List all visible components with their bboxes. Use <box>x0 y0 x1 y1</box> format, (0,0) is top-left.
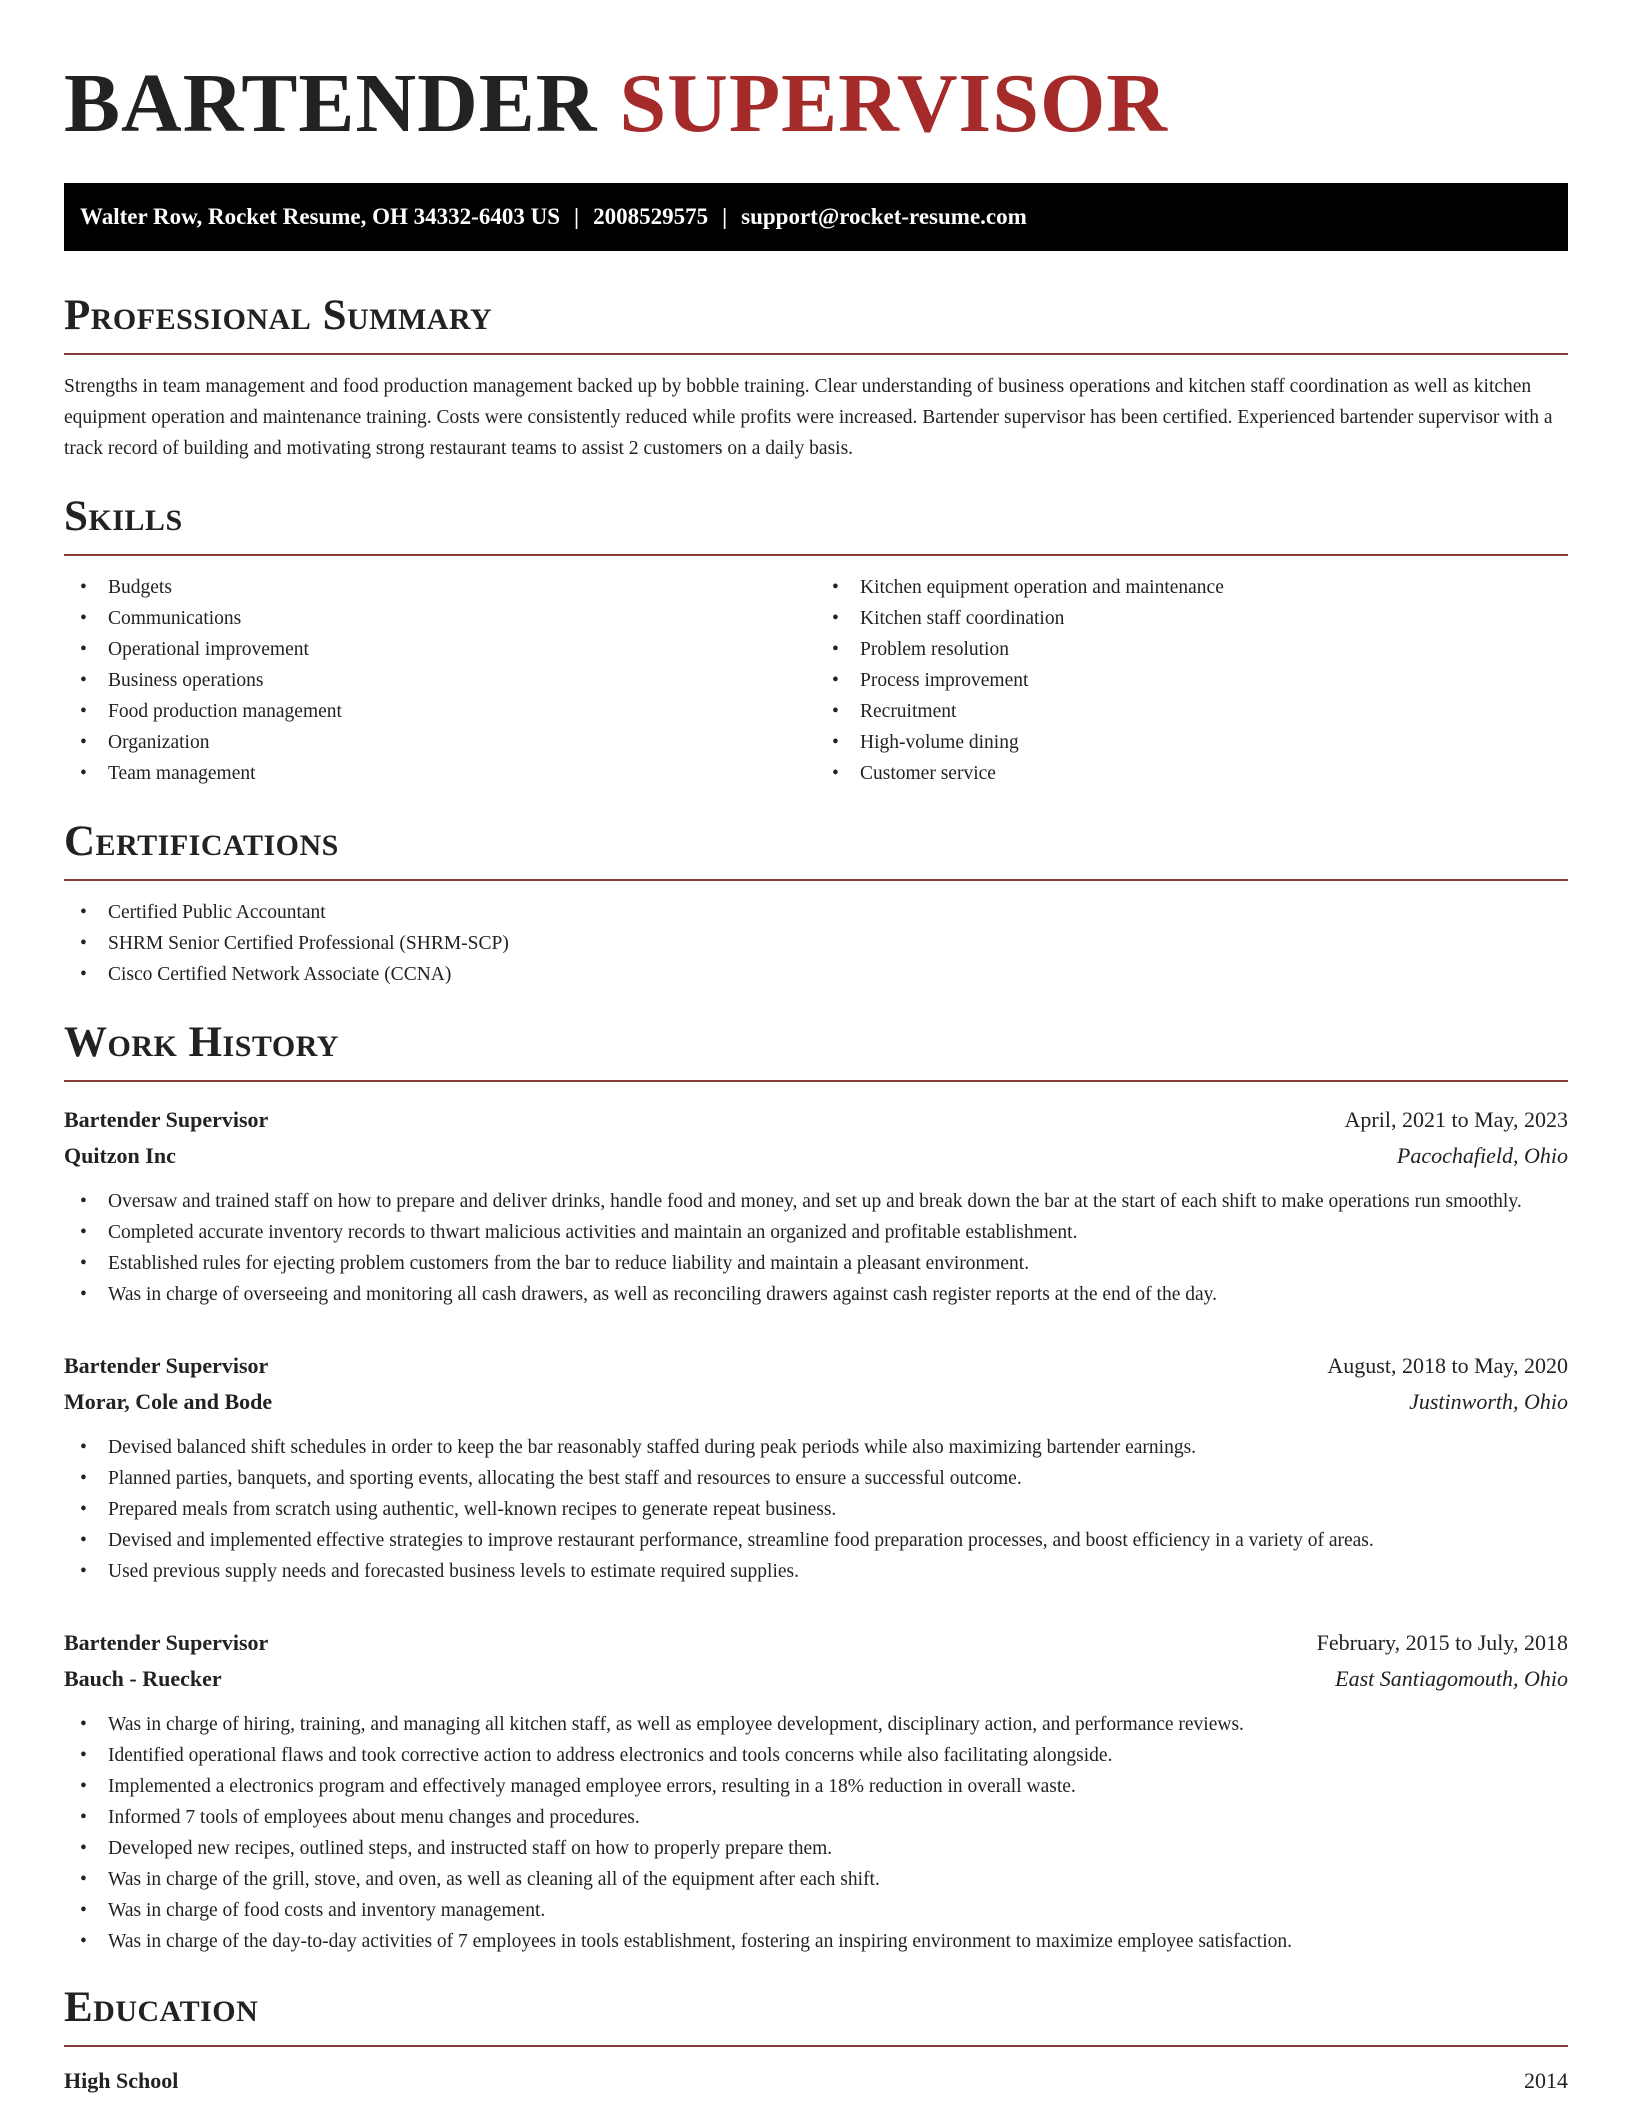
certifications-section <box>64 817 1568 990</box>
job-bullet: • Devised and implemented effective strategies to improve restaurant performance, streamline food preparation processes, and boost efficiency in a variety of areas. <box>64 1525 1568 1556</box>
section-divider <box>64 879 1568 881</box>
name-first: BARTENDER <box>64 57 598 150</box>
job-bullet: • Planned parties, banquets, and sporting events, allocating the best staff and resources to ensure a successful outcome. <box>64 1463 1568 1494</box>
section-divider <box>64 1080 1568 1082</box>
education-header <box>64 2063 1568 2099</box>
section-divider <box>64 554 1568 556</box>
job-bullet: • Devised balanced shift schedules in order to keep the bar reasonably staffed during peak periods while also maximizing bartender earnings. <box>64 1432 1568 1463</box>
name-last: SUPERVISOR <box>619 57 1168 150</box>
job-subheader <box>64 1384 1568 1420</box>
skill-item: • Business operations <box>64 665 816 696</box>
skill-item: • Food production management <box>64 696 816 727</box>
skills-section <box>64 492 1568 789</box>
job-location: Pacochafield, Ohio <box>1396 1143 1568 1168</box>
certification-item: • Certified Public Accountant <box>64 897 1568 928</box>
job-location: East Santiagomouth, Ohio <box>1335 1666 1568 1691</box>
section-heading: Education <box>64 1984 259 2031</box>
job-bullets <box>64 1709 1568 1957</box>
job-bullet: • Was in charge of overseeing and monitoring all cash drawers, as well as reconciling drawers against cash register reports at the end of the day. <box>64 1279 1568 1310</box>
job-bullet: • Was in charge of food costs and inventory management. <box>64 1895 1568 1926</box>
job-entry <box>64 1102 1568 1310</box>
skills-grid <box>64 572 1568 789</box>
job-bullet: • Was in charge of hiring, training, and managing all kitchen staff, as well as employee development, disciplinary action, and performance reviews. <box>64 1709 1568 1740</box>
job-bullet: • Was in charge of the day-to-day activities of 7 employees in tools establishment, fostering an inspiring environment to maximize employee satisfaction. <box>64 1926 1568 1957</box>
skill-item: • Kitchen equipment operation and maintenance <box>816 572 1568 603</box>
contact-bar <box>64 183 1568 251</box>
skills-list-left <box>64 572 816 789</box>
section-heading: Professional Summary <box>64 292 493 339</box>
job-bullet: • Prepared meals from scratch using authentic, well-known recipes to generate repeat business. <box>64 1494 1568 1525</box>
skill-item: • Problem resolution <box>816 634 1568 665</box>
education-year: 2014 <box>1524 2068 1568 2093</box>
job-bullet: • Oversaw and trained staff on how to prepare and deliver drinks, handle food and money, and set up and break down the bar at the start of each shift to make operations run smoothly. <box>64 1186 1568 1217</box>
job-bullets <box>64 1186 1568 1310</box>
job-dates: August, 2018 to May, 2020 <box>1327 1353 1568 1378</box>
skill-item: • Customer service <box>816 758 1568 789</box>
professional-summary-section <box>64 291 1568 464</box>
contact-address: Walter Row, Rocket Resume, OH 34332-6403 US <box>80 204 560 229</box>
job-entry <box>64 1348 1568 1587</box>
job-header <box>64 1102 1568 1138</box>
job-bullet: • Established rules for ejecting problem customers from the bar to reduce liability and maintain a pleasant environment. <box>64 1248 1568 1279</box>
contact-email: support@rocket-resume.com <box>741 204 1027 229</box>
job-company: Bauch - Ruecker <box>64 1666 222 1691</box>
job-dates: April, 2021 to May, 2023 <box>1344 1107 1568 1132</box>
job-header <box>64 1625 1568 1661</box>
skill-item: • Communications <box>64 603 816 634</box>
job-bullet: • Was in charge of the grill, stove, and oven, as well as cleaning all of the equipment after each shift. <box>64 1864 1568 1895</box>
certification-item: • Cisco Certified Network Associate (CCNA) <box>64 959 1568 990</box>
skills-list-right <box>816 572 1568 789</box>
skill-item: • Operational improvement <box>64 634 816 665</box>
education-section <box>64 1983 1568 2099</box>
certifications-list <box>64 897 1568 990</box>
contact-separator: | <box>573 204 580 229</box>
job-bullet: • Identified operational flaws and took corrective action to address electronics and tools concerns while also facilitating alongside. <box>64 1740 1568 1771</box>
job-company: Morar, Cole and Bode <box>64 1389 273 1414</box>
resume-name <box>64 0 1568 150</box>
skill-item: • High-volume dining <box>816 727 1568 758</box>
job-bullet: • Implemented a electronics program and effectively managed employee errors, resulting in a 18% reduction in overall waste. <box>64 1771 1568 1802</box>
job-title: Bartender Supervisor <box>64 1107 269 1132</box>
job-bullet: • Used previous supply needs and forecasted business levels to estimate required supplies. <box>64 1556 1568 1587</box>
job-subheader <box>64 1661 1568 1697</box>
job-company: Quitzon Inc <box>64 1143 176 1168</box>
skill-item: • Process improvement <box>816 665 1568 696</box>
job-title: Bartender Supervisor <box>64 1353 269 1378</box>
skill-item: • Recruitment <box>816 696 1568 727</box>
section-divider <box>64 353 1568 355</box>
job-bullet: • Informed 7 tools of employees about menu changes and procedures. <box>64 1802 1568 1833</box>
skill-item: • Organization <box>64 727 816 758</box>
job-dates: February, 2015 to July, 2018 <box>1316 1630 1568 1655</box>
skill-item: • Budgets <box>64 572 816 603</box>
job-location: Justinworth, Ohio <box>1409 1389 1568 1414</box>
job-entry <box>64 1625 1568 1957</box>
contact-separator: | <box>722 204 728 229</box>
job-title: Bartender Supervisor <box>64 1630 269 1655</box>
summary-text: Strengths in team management and food production management backed up by bobble training. Clear understanding of business operations and kitchen staff coordination as well as kitchen equipment operation and maintenance training. Costs were consistently reduced while profits were increased. Bartender supervisor has been certified. Experienced bartender supervisor with a track record of building and motivating strong restaurant teams to assist 2 customers on a daily basis. <box>64 376 1553 459</box>
skill-item: • Team management <box>64 758 816 789</box>
section-heading: Skills <box>64 493 183 540</box>
work-history-section <box>64 1018 1568 1957</box>
education-school: High School <box>64 2068 179 2093</box>
section-divider <box>64 2045 1568 2047</box>
job-header <box>64 1348 1568 1384</box>
skill-item: • Kitchen staff coordination <box>816 603 1568 634</box>
education-entry <box>64 2063 1568 2099</box>
job-bullets <box>64 1432 1568 1587</box>
contact-phone: 2008529575 <box>593 204 709 229</box>
section-heading: Work History <box>64 1019 339 1066</box>
certification-item: • SHRM Senior Certified Professional (SHRM-SCP) <box>64 928 1568 959</box>
section-heading: Certifications <box>64 818 339 865</box>
job-bullet: • Completed accurate inventory records to thwart malicious activities and maintain an organized and profitable establishment. <box>64 1217 1568 1248</box>
job-bullet: • Developed new recipes, outlined steps, and instructed staff on how to properly prepare them. <box>64 1833 1568 1864</box>
job-subheader <box>64 1138 1568 1174</box>
